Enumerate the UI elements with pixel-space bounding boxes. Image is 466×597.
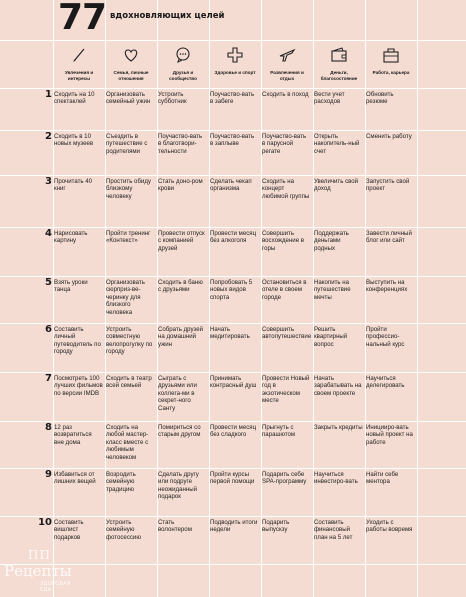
grid-line-vertical bbox=[53, 0, 54, 597]
grid-line-horizontal bbox=[0, 276, 466, 277]
goal-cell: Собрать друзей на домашний ужин bbox=[158, 326, 204, 348]
goal-cell: Составить вишлист подарков bbox=[54, 519, 84, 541]
goal-cell: Помириться со старым другом bbox=[158, 424, 201, 439]
category-label: Семья, личные отношения bbox=[113, 70, 149, 81]
goal-cell: Стать волонтером bbox=[158, 519, 192, 534]
goal-cell: Сыграть с друзьями или коллега-ми в секрет-ного Санту bbox=[158, 375, 197, 412]
grid-line-horizontal bbox=[0, 88, 466, 89]
goal-cell: Завести личный блог или сайт bbox=[366, 230, 412, 245]
goal-cell: Запустить свой проект bbox=[366, 178, 410, 193]
row-number: 2 bbox=[45, 131, 52, 142]
goal-cell: Сходить в 10 новых музеев bbox=[54, 133, 94, 148]
grid-line-horizontal bbox=[0, 227, 466, 228]
goal-cell: Провести месяц без сладкого bbox=[210, 424, 257, 439]
goal-cell: Подарить себе SPA-программу bbox=[262, 471, 307, 486]
watermark-sub: ЗДОРОВАЯ ЕДА bbox=[40, 581, 71, 593]
goal-cell: Составить личный путеводитель по городу bbox=[54, 326, 101, 356]
goal-cell: Сходить в баню с друзьями bbox=[158, 279, 203, 294]
category-label: Развлечения и отдых bbox=[270, 70, 304, 81]
grid-line-vertical bbox=[365, 0, 366, 597]
goal-cell: Накопить на путешествие мечты bbox=[314, 279, 351, 301]
watermark-logo bbox=[0, 548, 80, 597]
watermark-mark: ПП bbox=[28, 548, 51, 562]
goal-cell: Иницииро-вать новый проект на работе bbox=[366, 424, 413, 446]
grid-line-horizontal bbox=[0, 175, 466, 176]
goal-cell: Совершить восхождение в горы bbox=[262, 230, 305, 252]
row-number: 10 bbox=[38, 517, 52, 528]
goal-cell: Поучаство-вать в заплыве bbox=[210, 133, 255, 148]
row-number: 6 bbox=[45, 324, 52, 335]
row-number: 7 bbox=[45, 373, 52, 384]
goal-cell: Сходить в театр всей семьей bbox=[106, 375, 152, 390]
goal-cell: Провести Новый год в экзотическом месте bbox=[262, 375, 310, 405]
goal-cell: Начать зарабатывать на своем проекте bbox=[314, 375, 362, 397]
row-number: 9 bbox=[45, 469, 52, 480]
goal-cell: Устроить совместную велопрогулку по городу bbox=[106, 326, 153, 356]
goal-cell: Сходить на концерт любимой группы bbox=[262, 178, 310, 200]
goal-cell: Подарить выпускзу bbox=[262, 519, 290, 534]
category-label: Увлечения и интересы bbox=[64, 70, 94, 81]
goal-cell: Пройти профессио-нальный курс bbox=[366, 326, 405, 348]
medical-cross-icon bbox=[226, 46, 244, 69]
row-number: 1 bbox=[45, 89, 52, 100]
goal-cell: Сделать другу или подруге неожиданный подарок bbox=[158, 471, 199, 501]
goal-cell: Стать доно-ром крови bbox=[158, 178, 203, 193]
goal-cell: Организовать сюрприз-ве-черинку для близкого человека bbox=[106, 279, 145, 316]
goal-cell: Увеличить свой доход bbox=[314, 178, 359, 193]
wallet-icon bbox=[330, 46, 348, 69]
goal-cell: Обновить резюме bbox=[366, 91, 394, 106]
category-label: Здоровье и спорт bbox=[214, 70, 256, 75]
goal-cell: Провести месяц без алкоголя bbox=[210, 230, 257, 245]
goal-cell: Совершить автопутешествие bbox=[262, 326, 312, 341]
grid-line-vertical bbox=[417, 0, 418, 597]
grid-line-horizontal bbox=[0, 130, 466, 131]
goal-cell: Сходить в поход bbox=[262, 91, 309, 98]
row-number: 3 bbox=[45, 176, 52, 187]
category-label: Друзья и сообщество bbox=[169, 70, 197, 81]
row-number: 8 bbox=[45, 422, 52, 433]
goal-cell: Прыгнуть с парашютом bbox=[262, 424, 296, 439]
goal-cell: Поучаство-вать в благотвори-тельности bbox=[158, 133, 203, 155]
brush-icon bbox=[70, 46, 88, 69]
goal-cell: Избавиться от лишних вещей bbox=[54, 471, 96, 486]
goal-cell: Научиться инвестиро-вать bbox=[314, 471, 358, 486]
heart-icon bbox=[122, 46, 140, 69]
goal-cell: 12 раз возвратиться вне дома bbox=[54, 424, 92, 446]
goal-cell: Пройти тренинг «Контекст» bbox=[106, 230, 151, 245]
goal-cell: Прочитать 40 книг bbox=[54, 178, 93, 193]
airplane-icon bbox=[278, 46, 296, 69]
goal-cell: Решить квартирный вопрос bbox=[314, 326, 348, 348]
goal-cell: Взять уроки танца bbox=[54, 279, 88, 294]
goal-cell: Организовать семейный ужин bbox=[106, 91, 151, 106]
grid-line-horizontal bbox=[0, 468, 466, 469]
goal-cell: Вести учет расходов bbox=[314, 91, 345, 106]
goal-cell: Устроить семейную фотосессию bbox=[106, 519, 141, 541]
goal-cell: Уходить с работы вовремя bbox=[366, 519, 413, 534]
goal-cell: Найти себе ментора bbox=[366, 471, 399, 486]
title-number: 77 bbox=[58, 0, 107, 38]
title-words: вдохновляющих целей bbox=[110, 11, 225, 21]
goal-cell: Составить финансовый план на 5 лет bbox=[314, 519, 353, 541]
goal-cell: Закрыть кредиты bbox=[314, 424, 363, 431]
goal-cell: Пройти курсы первой помощи bbox=[210, 471, 255, 486]
chat-bubbles-icon bbox=[174, 46, 192, 69]
goal-cell: Принимать контрасный душ bbox=[210, 375, 257, 390]
grid-line-horizontal bbox=[0, 516, 466, 517]
goal-cell: Нарисовать картину bbox=[54, 230, 88, 245]
row-number: 4 bbox=[45, 228, 52, 239]
watermark-name: Рецепты bbox=[4, 562, 72, 580]
briefcase-icon bbox=[382, 46, 400, 69]
goal-cell: Сходить на любой мастер-класс вместе с любимым человеком bbox=[106, 424, 149, 461]
goal-cell: Остановиться в отеле в своем городе bbox=[262, 279, 307, 301]
goal-cell: Съездить в путешествие с родителями bbox=[106, 133, 148, 155]
grid-line-horizontal bbox=[0, 323, 466, 324]
grid-line-horizontal bbox=[0, 372, 466, 373]
goal-cell: Научиться делегировать bbox=[366, 375, 405, 390]
goal-cell: Устроить субботник bbox=[158, 91, 187, 106]
goal-cell: Поучаство-вать в забеге bbox=[210, 91, 255, 106]
goal-cell: Начать медитировать bbox=[210, 326, 250, 341]
goal-cell: Открыть накопитель-ный счет bbox=[314, 133, 360, 155]
grid-line-horizontal bbox=[0, 421, 466, 422]
goal-cell: Провести отпуск с компанией друзей bbox=[158, 230, 205, 252]
goal-cell: Сделать чекап организма bbox=[210, 178, 252, 193]
goal-cell: Поддержать деньгами родных bbox=[314, 230, 349, 252]
goal-cell: Попробовать 5 новых видов спорта bbox=[210, 279, 253, 301]
category-label: Работа, карьера bbox=[372, 70, 410, 75]
goal-cell: Сменить работу bbox=[366, 133, 412, 140]
goal-cell: Возродить семейную традицию bbox=[106, 471, 136, 493]
goal-cell: Посмотреть 100 лучших фильмов по версии IMDB bbox=[54, 375, 103, 397]
grid-line-vertical bbox=[157, 0, 158, 597]
row-number: 5 bbox=[45, 277, 52, 288]
goal-cell: Поучаство-вать в парусной регате bbox=[262, 133, 307, 155]
category-label: Деньги, благосостояние bbox=[320, 70, 358, 81]
goal-cell: Сходить на 10 спектаклей bbox=[54, 91, 95, 106]
goal-cell: Выступить на конференциях bbox=[366, 279, 408, 294]
goal-cell: Простить обиду близкому человеку bbox=[106, 178, 151, 200]
goal-cell: Подводить итоги недели bbox=[210, 519, 258, 534]
grid-line-horizontal bbox=[0, 40, 466, 41]
